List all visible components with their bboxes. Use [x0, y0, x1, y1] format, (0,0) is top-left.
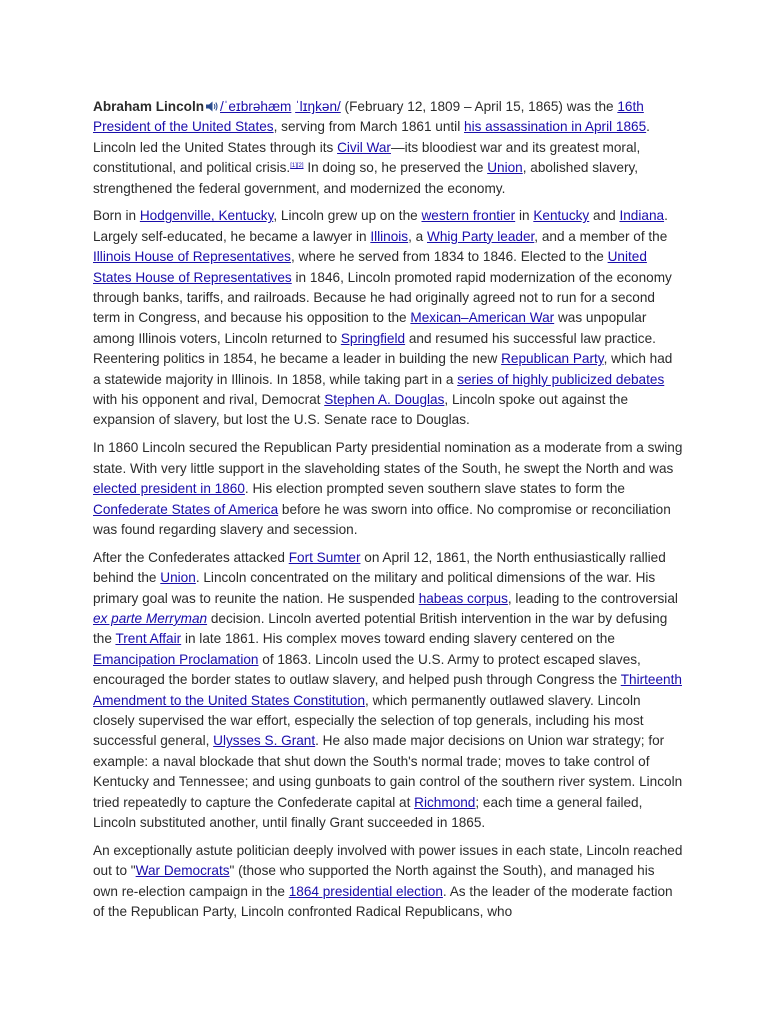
- article-link[interactable]: Ulysses S. Grant: [213, 733, 316, 749]
- article-text: , where he served from 1834 to 1846. Elected to the: [290, 249, 608, 265]
- article-link[interactable]: Hodgenville, Kentucky: [139, 208, 274, 224]
- article-link[interactable]: 1864 presidential election: [288, 883, 443, 899]
- article-link[interactable]: Springfield: [340, 330, 406, 346]
- article-link[interactable]: United States House of Representatives: [93, 249, 647, 285]
- article-text: , which permanently outlawed slavery. Lincoln closely supervised the war effort, especially the selection of top generals, including his most successful general,: [93, 692, 644, 749]
- article-link[interactable]: ˈlɪŋkən/: [295, 99, 341, 114]
- article-text: decision. Lincoln averted potential British intervention in the war by defusing the: [93, 610, 668, 647]
- article-link[interactable]: Trent Affair: [115, 631, 182, 647]
- article-text: . Largely self-educated, he became a lawyer in: [93, 208, 668, 244]
- article-paragraph: [93, 438, 683, 540]
- article-link[interactable]: Republican Party: [501, 351, 604, 367]
- article-link[interactable]: Richmond: [414, 794, 476, 810]
- article-link[interactable]: Thirteenth Amendment to the United States Constitution: [93, 672, 682, 708]
- article-text: An exceptionally astute politician deeply involved with power issues in each state, Lincoln reached out to ": [93, 842, 683, 879]
- article-subject: Abraham Lincoln: [93, 99, 205, 114]
- article-text: and: [589, 208, 620, 224]
- article-text: In 1860 Lincoln secured the Republican Party presidential nomination as a moderate from a swing state. With very little support in the slaveholding states of the South, he swept the North and was: [93, 440, 683, 476]
- article-link[interactable]: Union: [160, 570, 196, 586]
- article-text: Born in: [93, 208, 140, 224]
- article-link[interactable]: Fort Sumter: [288, 549, 361, 565]
- article-text: . He also made major decisions on Union war strategy; for example: a naval blockade that shut down the South's normal trade; moves to take control of Kentucky and Tennessee; and using gunboats to gain control of the southern river system. Lincoln tried repeatedly to capture the Confederate capital at: [93, 733, 683, 810]
- article-text: . Lincoln concentrated on the military and political dimensions of the war. His primary goal was to reunite the nation. He suspended: [93, 570, 656, 606]
- article-text: , Lincoln grew up on the: [273, 208, 422, 224]
- article-text: , a: [408, 228, 427, 244]
- article-text: . Lincoln led the United States through its: [93, 119, 650, 155]
- article-text: in: [515, 208, 534, 224]
- article-link[interactable]: ex parte Merryman: [93, 610, 208, 626]
- article-link[interactable]: Union: [487, 160, 523, 176]
- article-text: was unpopular among Illinois voters, Lincoln returned to: [93, 310, 647, 346]
- article-text: ; each time a general failed, Lincoln substituted another, until finally Grant succeeded in 1865.: [93, 794, 643, 830]
- article-link[interactable]: series of highly publicized debates: [457, 371, 665, 387]
- article-text: (February 12, 1809 – April 15, 1865) was the: [340, 99, 618, 114]
- article-text: , and a member of the: [534, 228, 668, 244]
- article-text: —its bloodiest war and its greatest moral, constitutional, and political crisis.: [93, 139, 641, 176]
- article-link[interactable]: Illinois House of Representatives: [93, 249, 291, 265]
- article-link[interactable]: Confederate States of America: [93, 501, 279, 517]
- article-link[interactable]: Emancipation Proclamation: [93, 651, 259, 667]
- article-link[interactable]: Mexican–American War: [410, 310, 555, 326]
- article-link[interactable]: Kentucky: [533, 208, 590, 224]
- article-link[interactable]: Whig Party leader: [427, 228, 535, 244]
- article-link[interactable]: Illinois: [370, 228, 409, 244]
- article-text: with his opponent and rival, Democrat: [93, 392, 325, 408]
- article-text: and resumed his successful law practice. Reentering politics in 1854, he became a leader in building the new: [93, 330, 656, 367]
- article-link[interactable]: habeas corpus: [418, 590, 508, 606]
- article-link[interactable]: Indiana: [619, 208, 665, 224]
- article-text: , Lincoln spoke out against the expansion of slavery, but lost the U.S. Senate race to Douglas.: [93, 392, 629, 428]
- article-link[interactable]: his assassination in April 1865: [464, 119, 647, 135]
- article-link[interactable]: Civil War: [337, 139, 391, 155]
- article-link[interactable]: War Democrats: [135, 863, 230, 879]
- speaker-icon[interactable]: [204, 99, 220, 114]
- article-link[interactable]: 16th President of the United States: [93, 99, 644, 135]
- article-text: in 1846, Lincoln promoted rapid modernization of the economy through banks, tariffs, and railroads. Because he had originally agreed not to run for a second term in Congress, and because his opposition to the: [93, 269, 672, 326]
- article-text: in late 1861. His complex moves toward ending slavery centered on the: [181, 631, 615, 647]
- article-paragraph: [93, 97, 683, 199]
- article-paragraph: [93, 548, 683, 834]
- article-text: , which had a statewide majority in Illinois. In 1858, while taking part in a: [93, 351, 673, 387]
- article-link[interactable]: /ˈeɪbrəhæm: [220, 99, 292, 114]
- article-body: [93, 97, 683, 930]
- article-text: , abolished slavery, strengthened the federal government, and modernized the economy.: [93, 160, 639, 196]
- article-link[interactable]: western frontier: [421, 208, 516, 224]
- article-text: on April 12, 1861, the North enthusiastically rallied behind the: [93, 549, 666, 586]
- article-text: , leading to the controversial: [507, 590, 678, 606]
- article-link[interactable]: [1][2]: [290, 163, 304, 170]
- article-text: of 1863. Lincoln used the U.S. Army to protect escaped slaves, encouraged the border states to outlaw slavery, and helped push through Congress the: [93, 651, 641, 688]
- article-text: , serving from March 1861 until: [273, 119, 465, 135]
- article-link[interactable]: elected president in 1860: [93, 481, 245, 497]
- article-link[interactable]: Stephen A. Douglas: [324, 392, 445, 408]
- article-text: In doing so, he preserved the: [303, 160, 488, 176]
- article-text: After the Confederates attacked: [93, 549, 289, 565]
- article-text: . His election prompted seven southern slave states to form the: [244, 481, 625, 497]
- article-paragraph: [93, 206, 683, 430]
- article-text: before he was sworn into office. No compromise or reconciliation was found regarding slavery and secession.: [93, 501, 671, 537]
- article-text: . As the leader of the moderate faction of the Republican Party, Lincoln confronted Radical Republicans, who: [93, 883, 673, 919]
- article-paragraph: [93, 841, 683, 923]
- article-text: " (those who supported the North against the South), and managed his own re-election campaign in the: [93, 863, 655, 899]
